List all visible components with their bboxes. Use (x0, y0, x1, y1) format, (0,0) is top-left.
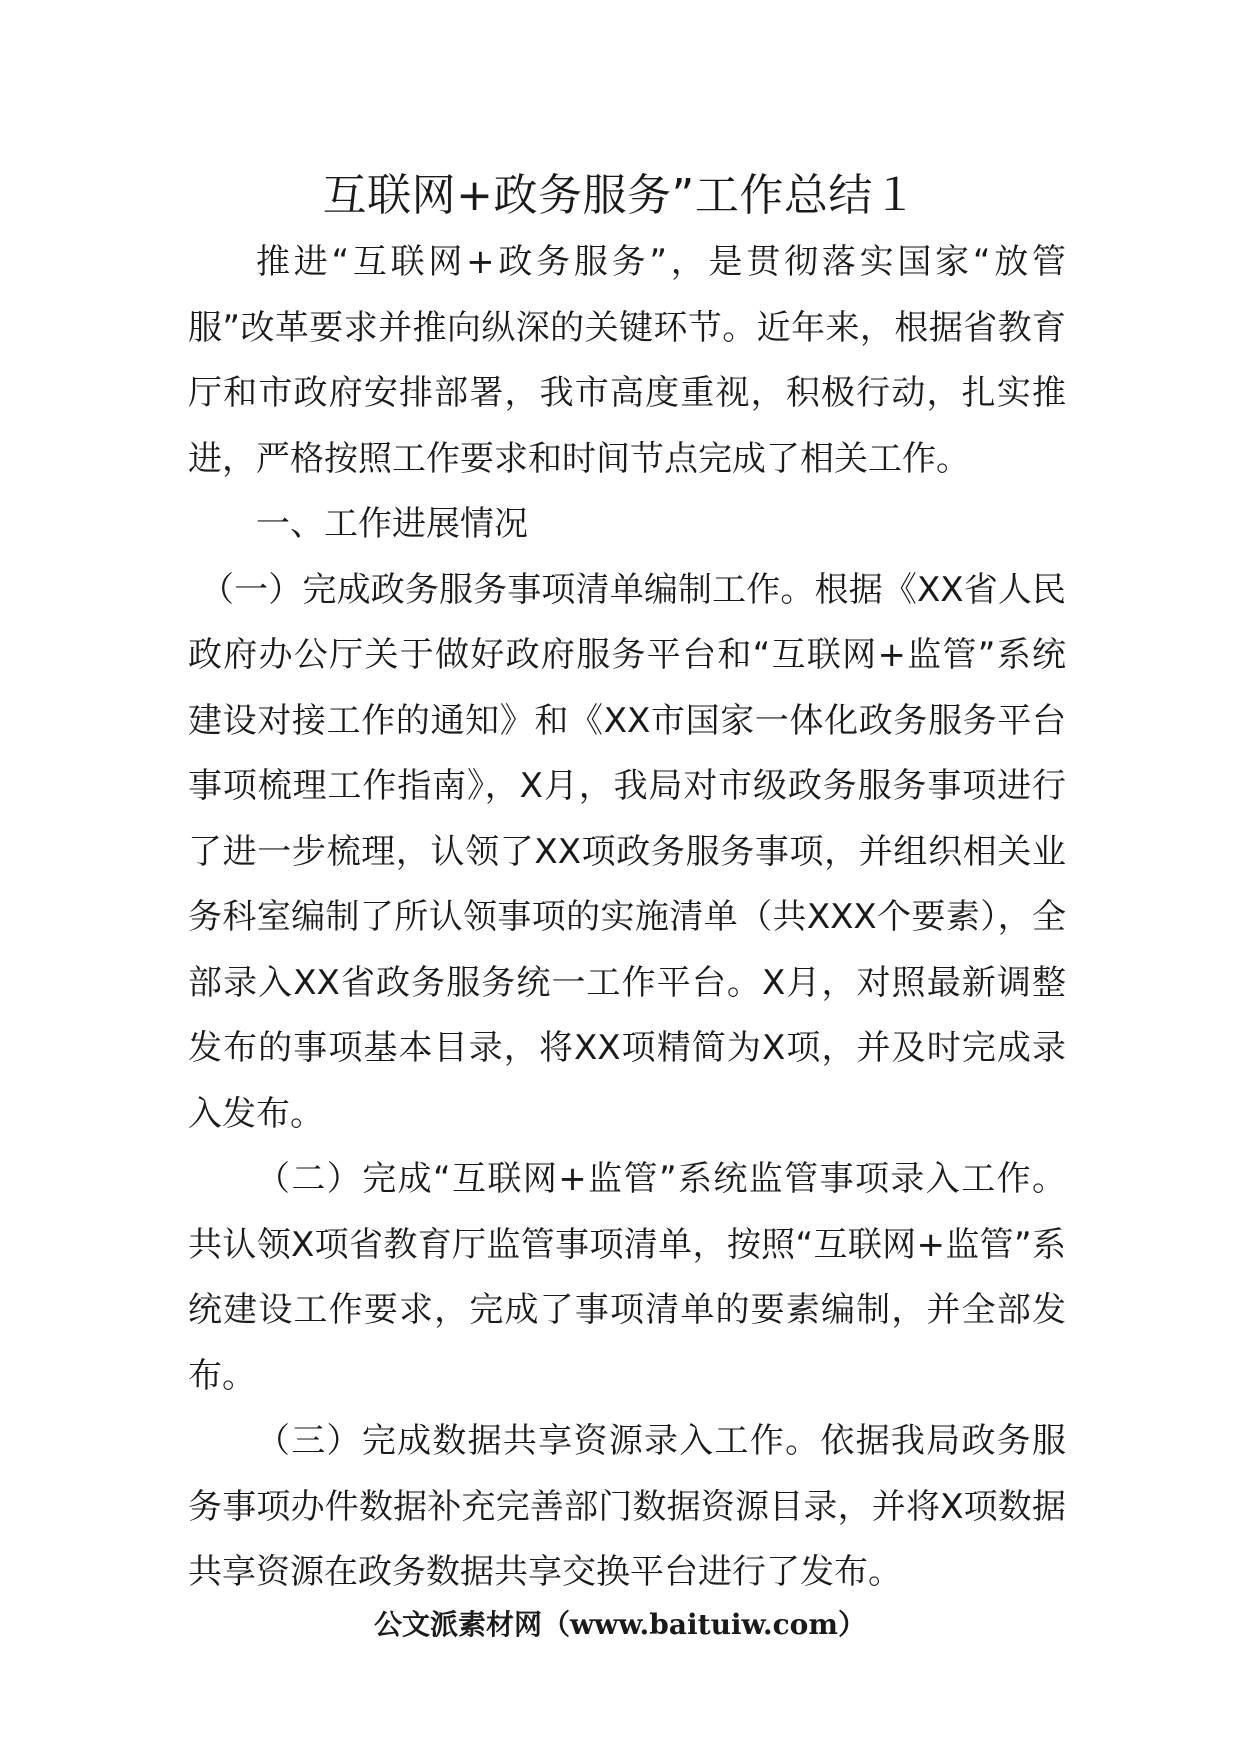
source-footer: 公文派素材网（www.baituiw.com） (374, 1608, 866, 1641)
document-title: 互联网+政务服务”工作总结１ (322, 170, 918, 221)
paragraph-item-1: （一）完成政务服务事项清单编制工作。根据《XX省人民政府办公厅关于做好政府服务平台和“互联网+监管”系统建设对接工作的通知》和《XX市国家一体化政务服务平台事项梳理工作指南》，X月，我局对市级政务服务事项进行了进一步梳理，认领了XX项政务服务事项，并组织相关业务科室编制了所认领事项的实施清单（共XXX个要素），全部录入XX省政务服务统一工作平台。X月，对照最新调整发布的事项基本目录，将XX项精简为X项，并及时完成录入发布。 (188, 569, 1066, 1134)
section-heading-progress: 一、工作进展情况 (256, 504, 528, 544)
paragraph-item-3: （三）完成数据共享资源录入工作。依据我局政务服务事项办件数据补充完善部门数据资源目录，并将X项数据共享资源在政务数据共享交换平台进行了发布。 (188, 1421, 1066, 1592)
document-body (188, 230, 1066, 1606)
intro-paragraph: 推进“互联网+政务服务”，是贯彻落实国家“放管服”改革要求并推向纵深的关键环节。近年来，根据省教育厅和市政府安排部署，我市高度重视，积极行动，扎实推进，严格按照工作要求和时间节点完成了相关工作。 (188, 242, 1066, 479)
paragraph-item-2: （二）完成“互联网+监管”系统监管事项录入工作。共认领X项省教育厅监管事项清单，按照“互联网+监管”系统建设工作要求，完成了事项清单的要素编制，并全部发布。 (188, 1159, 1066, 1396)
